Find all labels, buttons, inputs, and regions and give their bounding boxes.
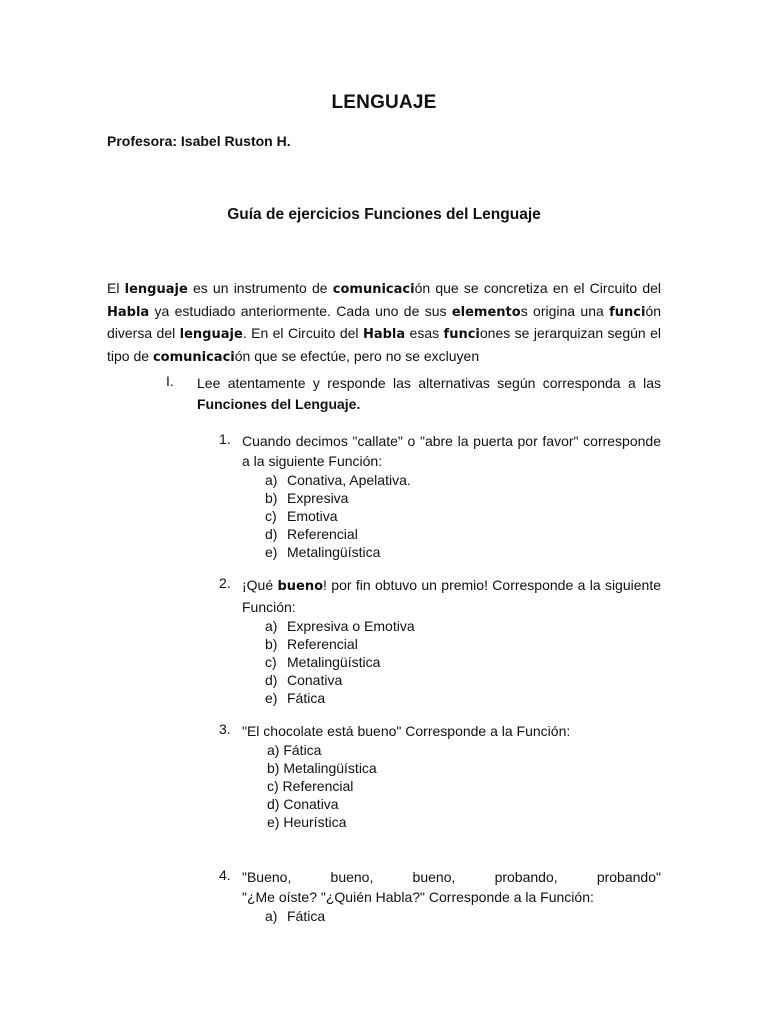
teacher-name: Profesora: Isabel Ruston H.: [107, 133, 291, 149]
keyword: elemento: [451, 304, 521, 320]
document-title: LENGUAJE: [331, 92, 437, 113]
question-text: Cuando decimos "callate" o "abre la puerta por favor" corresponde a la siguiente Función:: [242, 433, 661, 469]
option-item: a) Conativa, Apelativa.: [265, 472, 411, 488]
question-2: [219, 575, 661, 707]
question-text: "Bueno, bueno, bueno, probando, probando" "¿Me oíste? "¿Quién Habla?" Corresponde a la Función:: [242, 869, 661, 905]
question-text: ¡Qué bueno! por fin obtuvo un premio! Corresponde a la siguiente Función:: [242, 577, 661, 615]
options-list: [219, 907, 661, 925]
question-1: [219, 431, 661, 561]
keyword: funci: [609, 304, 646, 320]
option-item: e) Heurística: [267, 814, 347, 830]
keyword: comunicaci: [152, 349, 235, 365]
keyword: lenguaje: [124, 282, 188, 297]
keyword: bueno: [277, 579, 324, 594]
question-number: 1.: [219, 431, 231, 447]
question-number: 2.: [219, 575, 231, 591]
section-instructions: [166, 373, 661, 415]
guide-subtitle: Guía de ejercicios Funciones del Lenguaje: [227, 206, 541, 223]
option-item: e) Fática: [265, 690, 326, 706]
question-number: 3.: [219, 721, 231, 737]
section-text: Lee atentamente y responde las alternativas según corresponda a las Funciones del Lenguaje.: [197, 375, 661, 412]
question-3: [219, 721, 661, 831]
option-item: b) Expresiva: [265, 490, 349, 506]
options-list: [219, 617, 661, 707]
options-list: [219, 471, 661, 561]
keyword: comunicaci: [332, 282, 415, 297]
option-item: d) Conativa: [267, 796, 339, 812]
keyword: lenguaje: [179, 327, 243, 342]
option-item: b) Referencial: [265, 636, 358, 652]
option-item: c) Referencial: [267, 778, 354, 794]
option-item: c) Emotiva: [265, 508, 338, 524]
option-item: d) Referencial: [265, 526, 358, 542]
option-item: e) Metalingüística: [265, 544, 381, 560]
option-item: d) Conativa: [265, 672, 343, 688]
keyword: funci: [443, 327, 480, 342]
section-number: I.: [166, 373, 174, 389]
question-4: [219, 867, 661, 925]
intro-paragraph: El lenguaje es un instrumento de comunicación que se concretiza en el Circuito del Habla ya estudiado anteriormente. Cada uno de sus elementos origina una función diversa del lenguaje. En el Circuito del Habla esas funciones se jerarquizan según el tipo de comunicación que se efectúe, pero no se excluyen: [107, 280, 662, 365]
keyword: Habla: [362, 327, 406, 342]
option-item: a) Fática: [267, 742, 322, 758]
option-item: a) Fática: [265, 908, 326, 924]
option-item: a) Expresiva o Emotiva: [265, 618, 415, 634]
options-list: [219, 741, 661, 831]
option-item: b) Metalingüística: [267, 760, 377, 776]
question-text: "El chocolate está bueno" Corresponde a la Función:: [242, 723, 571, 739]
question-number: 4.: [219, 867, 231, 883]
keyword: Habla: [107, 304, 150, 320]
option-item: c) Metalingüística: [265, 654, 381, 670]
